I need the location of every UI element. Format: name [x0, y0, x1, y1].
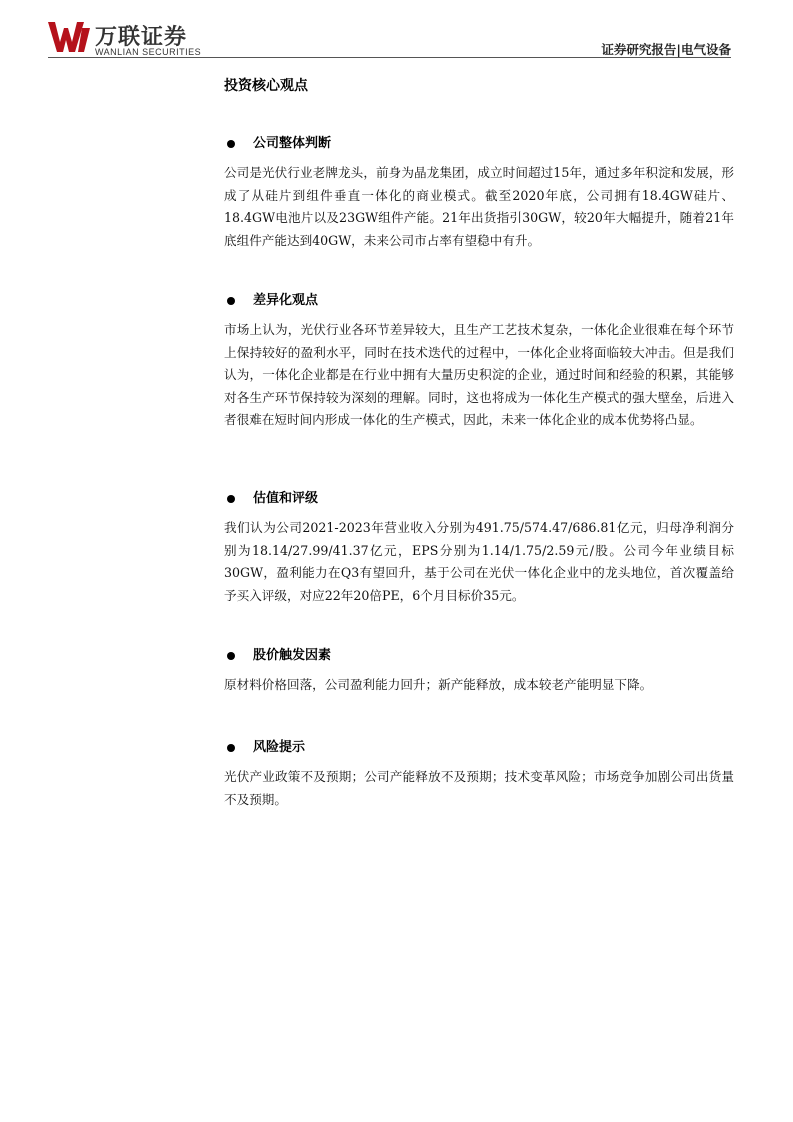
bullet-icon — [227, 652, 235, 660]
section-paragraph: 我们认为公司2021-2023年营业收入分别为491.75/574.47/686.81亿元，归母净利润分别为18.14/27.99/41.37亿元，EPS分别为1.14/1.75/2.59元/股。公司今年业绩目标30GW，盈利能力在Q3有望回升，基于公司在光伏一体化企业中的龙头地位，首次覆盖给予买入评级，对应22年20倍PE，6个月目标价35元。 — [224, 520, 734, 603]
page-title: 投资核心观点 — [224, 78, 308, 94]
section-title: 差异化观点 — [253, 293, 319, 308]
section-paragraph: 光伏产业政策不及预期；公司产能释放不及预期；技术变革风险；市场竞争加剧公司出货量不及预期。 — [224, 769, 734, 807]
section-heading — [224, 738, 734, 758]
section-title: 风险提示 — [253, 740, 306, 755]
section-paragraph: 市场上认为，光伏行业各环节差异较大，且生产工艺技术复杂，一体化企业很难在每个环节上保持较好的盈利水平，同时在技术迭代的过程中，一体化企业将面临较大冲击。但是我们认为，一体化企业都是在行业中拥有大量历史积淀的企业，通过时间和经验的积累，其能够对各生产环节保持较为深刻的理解。同时，这也将成为一体化生产模式的强大壁垒，后进入者很难在短时间内形成一体化的生产模式，因此，未来一体化企业的成本优势将凸显。 — [224, 322, 734, 428]
logo-english-name: WANLIAN SECURITIES — [95, 47, 202, 57]
company-logo — [48, 22, 218, 60]
section-price-triggers — [224, 646, 734, 697]
section-heading — [224, 646, 734, 666]
section-paragraph: 原材料价格回落，公司盈利能力回升；新产能释放，成本较老产能明显下降。 — [224, 677, 653, 692]
wanlian-logo-mark-icon — [48, 22, 90, 52]
section-heading — [224, 134, 734, 154]
section-title: 公司整体判断 — [253, 136, 332, 151]
section-risk-warning — [224, 738, 734, 811]
bullet-icon — [227, 744, 235, 752]
section-differentiated-view — [224, 291, 734, 432]
main-content — [224, 76, 734, 807]
report-type-label: 证券研究报告|电气设备 — [601, 42, 731, 57]
section-title: 估值和评级 — [253, 491, 319, 506]
section-valuation-rating — [224, 489, 734, 607]
section-title: 股价触发因素 — [253, 648, 332, 663]
section-heading — [224, 489, 734, 509]
section-heading — [224, 291, 734, 311]
header-divider — [48, 57, 731, 58]
bullet-icon — [227, 297, 235, 305]
bullet-icon — [227, 140, 235, 148]
section-paragraph: 公司是光伏行业老牌龙头，前身为晶龙集团，成立时间超过15年，通过多年积淀和发展，形成了从硅片到组件垂直一体化的商业模式。截至2020年底，公司拥有18.4GW硅片、18.4GW电池片以及23GW组件产能。21年出货指引30GW，较20年大幅提升，随着21年底组件产能达到40GW，未来公司市占率有望稳中有升。 — [224, 165, 734, 248]
logo-chinese-name: 万联证券 — [95, 25, 188, 50]
section-overall-judgement — [224, 134, 734, 252]
bullet-icon — [227, 495, 235, 503]
page-header — [0, 0, 793, 60]
